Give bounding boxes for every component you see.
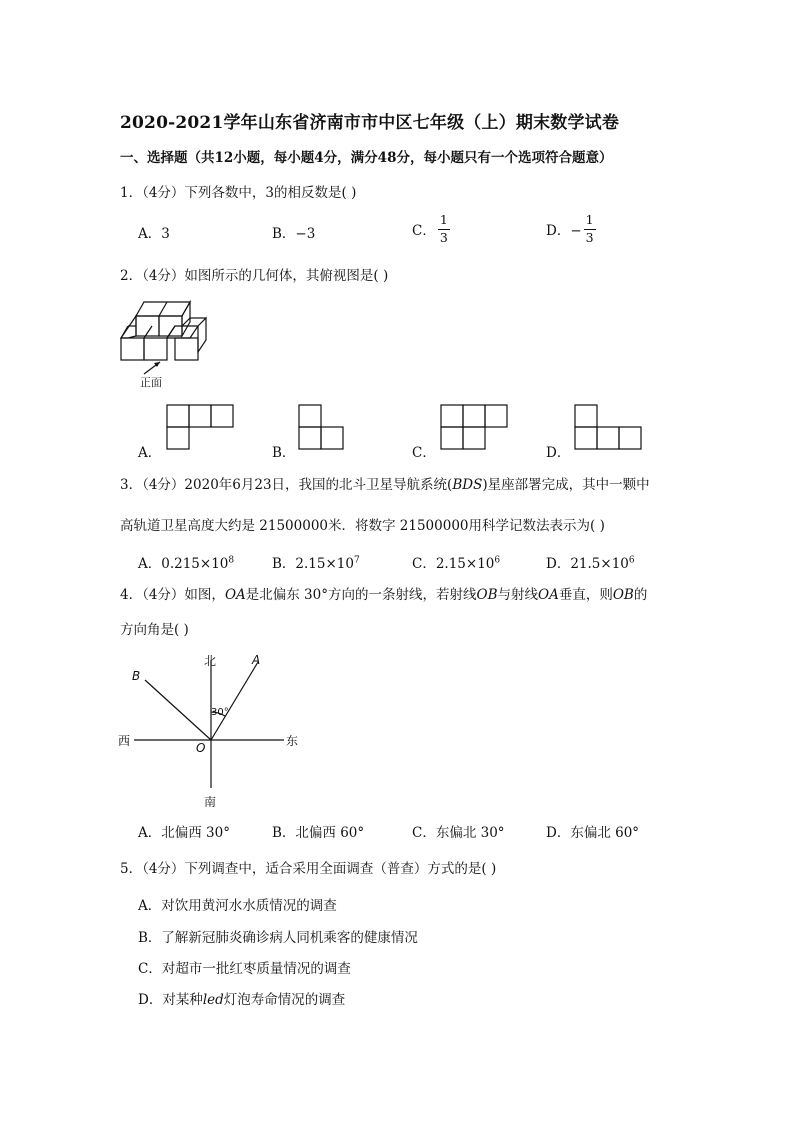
q4-option-b: B．北偏西 60° [272,825,365,841]
label-o: O [196,741,206,755]
q1-option-c [412,214,450,244]
q4-text: 4．（4分）如图， [120,587,225,603]
option-text: B．2.15×10 [272,556,354,572]
option-text: D．21.5×10 [546,556,629,572]
led-text: led [202,992,224,1008]
q2-option-c: C． [412,445,436,461]
question-5-stem: 5．（4分）下列调查中，适合采用全面调查（普查）方式的是( ) [120,861,497,877]
q4-text: 是北偏东 30°方向的一条射线，若射线 [245,587,477,603]
q4-option-a: A．北偏西 30° [138,825,230,841]
q5-option-c: C．对超市一批红枣质量情况的调查 [138,961,351,977]
q4-direction-diagram [112,648,312,813]
question-3-stem-line-2: 高轨道卫星高度大约是 21500000米．将数字 21500000用科学记数法表示为( ) [120,518,605,534]
q2-solid-figure [116,296,216,392]
ray-ob: OB [612,587,634,603]
q3-text: )星座部署完成，其中一颗中 [482,477,650,493]
ray-ob-line [145,680,211,740]
q2-option-c-figure [434,400,514,452]
label-b: B [132,669,141,683]
q1-option-c-label: C． [412,223,436,239]
fraction-denominator: 3 [439,229,448,245]
q2-option-a: A． [138,445,162,461]
q1-option-d-label: D．− [546,223,582,239]
ray-oa: OA [224,587,246,603]
question-4-stem-line-1 [120,583,647,603]
q4-option-d: D．东偏北 60° [546,825,640,841]
front-label: 正面 [140,376,162,389]
option-text: 灯泡寿命情况的调查 [223,992,346,1008]
q3-option-b [272,552,360,572]
section-heading: 一、选择题（共12小题，每小题4分，满分48分，每小题只有一个选项符合题意） [120,150,613,166]
option-text: C．2.15×10 [412,556,495,572]
q1-option-d [546,214,596,244]
question-4-stem-line-2: 方向角是( ) [120,622,189,638]
q2-option-a-figure [160,400,240,452]
q2-option-d: D． [546,445,571,461]
q4-text: 垂直，则 [558,587,613,603]
exponent: 8 [228,555,235,566]
q4-option-c: C．东偏北 30° [412,825,505,841]
page-title: 2020-2021学年山东省济南市市中区七年级（上）期末数学试卷 [120,113,620,133]
label-south: 南 [204,795,217,809]
ray-ob: OB [476,587,498,603]
q1-option-b: B．−3 [272,226,316,242]
question-3-stem-line-1 [120,473,650,493]
q3-option-c [412,552,500,572]
q1-option-a: A．3 [138,226,170,242]
exponent: 6 [628,555,635,566]
question-1-stem: 1．（4分）下列各数中，3的相反数是( ) [120,185,357,201]
q2-option-d-figure [568,400,648,452]
q5-option-b: B．了解新冠肺炎确诊病人同机乘客的健康情况 [138,930,418,946]
q2-option-b-figure [292,400,352,452]
q4-text: 与射线 [497,587,538,603]
label-west: 西 [118,734,131,748]
q3-option-a [138,552,234,572]
label-angle: 30° [211,707,229,718]
question-2-stem: 2．（4分）如图所示的几何体，其俯视图是( ) [120,268,389,284]
label-east: 东 [286,734,299,748]
label-a: A [252,653,261,667]
ray-oa: OA [538,587,559,603]
option-text: A．0.215×10 [138,556,229,572]
q5-option-a: A．对饮用黄河水水质情况的调查 [138,898,337,914]
q3-bds: BDS [452,477,483,493]
exponent: 7 [353,555,360,566]
ray-oa-line [211,662,258,740]
exponent: 6 [494,555,501,566]
q4-text: 的 [633,587,648,603]
label-north: 北 [204,654,217,668]
q3-option-d [546,552,635,572]
q1-option-d-fraction [584,214,596,244]
q1-option-c-fraction [438,214,450,244]
q5-option-d [138,988,345,1008]
option-text: D．对某种 [138,992,203,1008]
q2-option-b: B． [272,445,296,461]
q3-text: 3．（4分）2020年6月23日，我国的北斗卫星导航系统( [120,477,453,493]
fraction-denominator: 3 [585,229,594,245]
fraction-numerator: 1 [438,214,450,230]
fraction-numerator: 1 [584,214,596,230]
